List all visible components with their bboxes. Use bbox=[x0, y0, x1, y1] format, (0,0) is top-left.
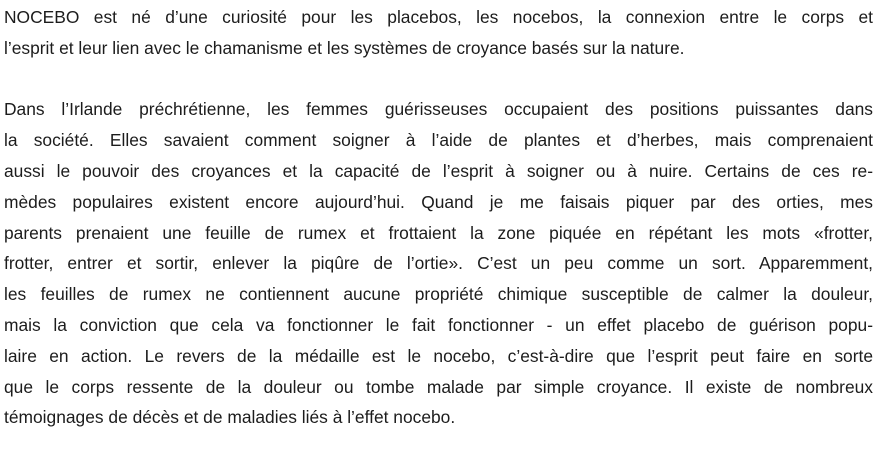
text-line: laire en action. Le revers de la médaille est le nocebo, c’est-à-dire que l’esprit peut faire en sorte bbox=[4, 345, 873, 366]
text-line: Dans l’Irlande préchrétienne, les femmes guérisseuses occupaient des positions puissantes dans bbox=[4, 99, 873, 120]
text-line: la société. Elles savaient comment soigner à l’aide de plantes et d’herbes, mais comprenaient bbox=[4, 130, 873, 151]
text-line: aussi le pouvoir des croyances et la capacité de l’esprit à soigner ou à nuire. Certains de ces re- bbox=[4, 160, 873, 181]
text-line: témoignages de décès et de maladies liés à l’effet nocebo. bbox=[4, 407, 456, 428]
paragraph-history bbox=[4, 94, 873, 433]
text-line: les feuilles de rumex ne contiennent aucune propriété chimique susceptible de calmer la douleur, bbox=[4, 284, 873, 305]
text-line: frotter, entrer et sortir, enlever la piqûre de l’ortie». C’est un peu comme un sort. Apparemment, bbox=[4, 253, 873, 274]
text-line: l’esprit et leur lien avec le chamanisme et les systèmes de croyance basés sur la nature. bbox=[4, 37, 685, 58]
paragraph-intro bbox=[4, 2, 873, 64]
text-line: NOCEBO est né d’une curiosité pour les placebos, les nocebos, la connexion entre le corps et bbox=[4, 7, 873, 27]
text-line: parents prenaient une feuille de rumex et frottaient la zone piquée en répétant les mots «frotter, bbox=[4, 222, 873, 243]
document-body bbox=[4, 2, 873, 464]
text-line: que le corps ressente de la douleur ou tombe malade par simple croyance. Il existe de nombreux bbox=[4, 376, 873, 397]
text-line: mèdes populaires existent encore aujourd’hui. Quand je me faisais piquer par des orties, mes bbox=[4, 191, 873, 212]
text-line: mais la conviction que cela va fonctionner le fait fonctionner - un effet placebo de guérison popu- bbox=[4, 314, 873, 335]
